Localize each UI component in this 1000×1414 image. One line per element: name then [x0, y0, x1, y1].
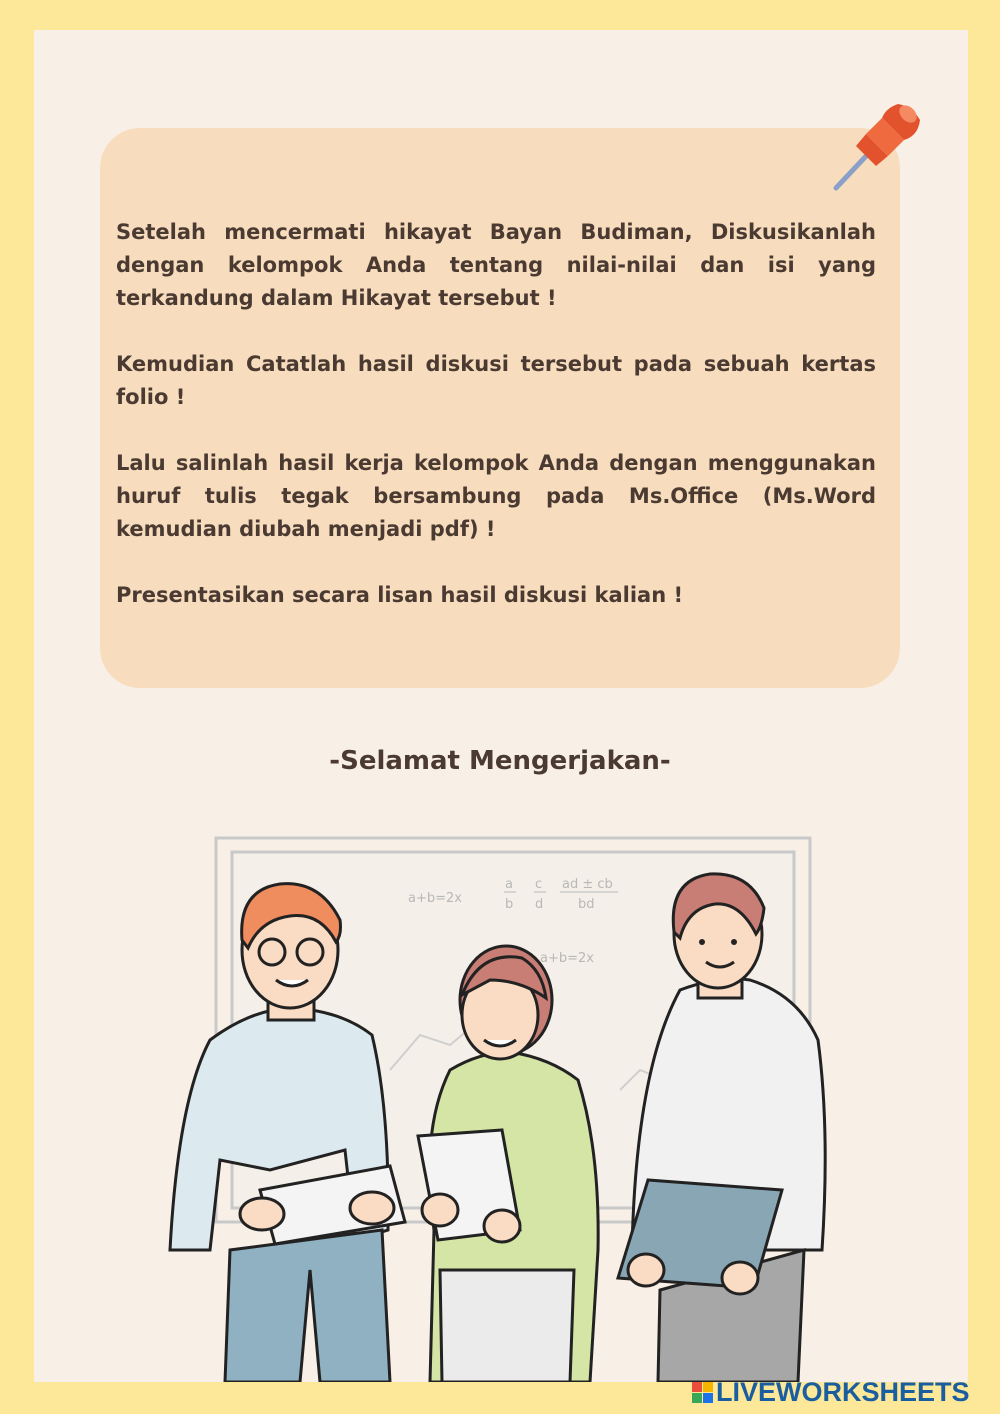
brand-name: LIVEWORKSHEETS: [716, 1376, 970, 1407]
board-fraction-c: c: [535, 877, 543, 892]
closing-message: -Selamat Mengerjakan-: [329, 746, 671, 776]
instruction-paragraph-2: Kemudian Catatlah hasil diskusi tersebut pada sebuah kertas folio !: [116, 352, 876, 409]
board-fraction-d: d: [535, 897, 544, 912]
board-fraction-a: a: [505, 877, 513, 892]
board-fraction-result-top: ad ± cb: [562, 877, 613, 892]
instruction-paragraph-4: Presentasikan secara lisan hasil diskusi kalian !: [116, 583, 684, 607]
board-formula-1: a+b=2x: [408, 891, 462, 906]
board-fraction-result-bottom: bd: [578, 897, 595, 912]
brand-blocks-icon: [692, 1382, 713, 1403]
instruction-paragraph-3: Lalu salinlah hasil kerja kelompok Anda dengan menggunakan huruf tulis tegak bersambung pada Ms.Office (Ms.Word kemudian diubah menjadi pdf) !: [116, 451, 876, 541]
students-illustration: [150, 830, 850, 1382]
board-formula-2: a+b=2x: [540, 951, 594, 966]
push-pin-icon: [826, 96, 926, 196]
instruction-text: [116, 216, 876, 645]
liveworksheets-logo: [692, 1376, 970, 1408]
board-fraction-b: b: [505, 897, 514, 912]
instruction-paragraph-1: Setelah mencermati hikayat Bayan Budiman, Diskusikanlah dengan kelompok Anda tentang nilai-nilai dan isi yang terkandung dalam Hikayat tersebut !: [116, 220, 876, 310]
